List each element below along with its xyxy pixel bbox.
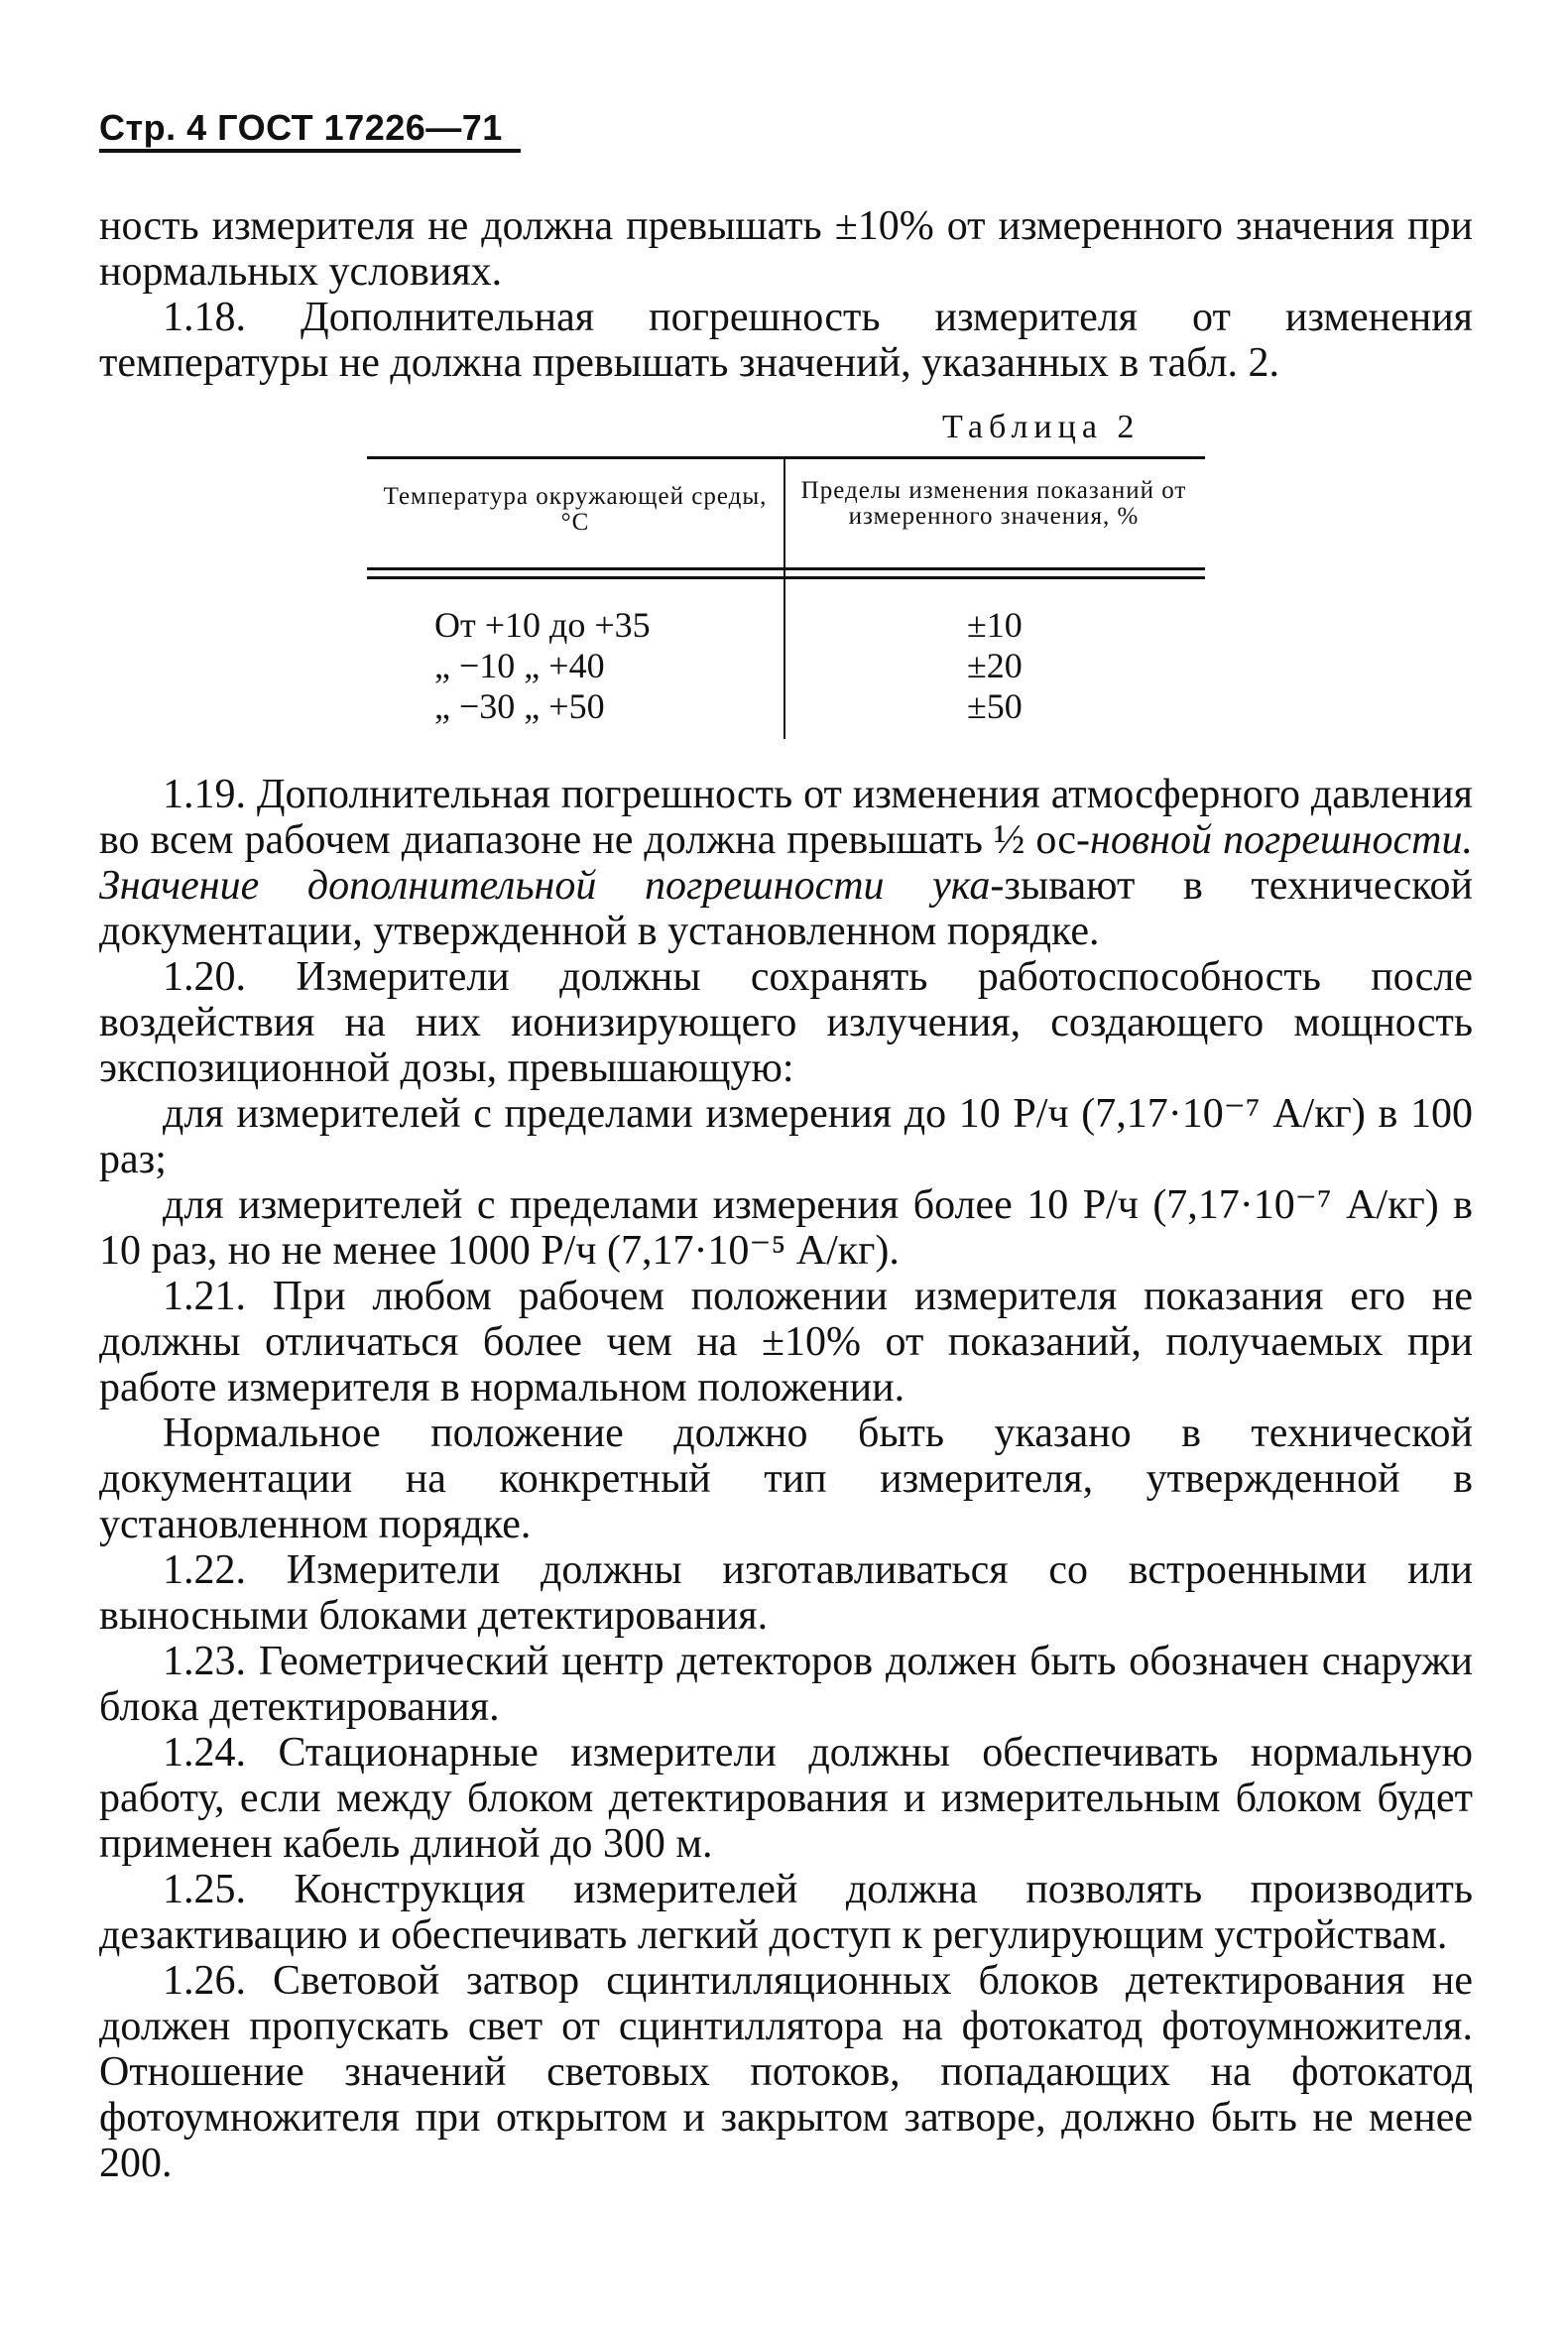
table-column-limits xyxy=(967,605,1066,727)
table-column-divider xyxy=(784,456,785,739)
paragraph-1-19-italic: новной погрешности. Значение дополнительной погрешности ука xyxy=(99,817,1473,909)
table-cell-temp: „ −10 „ +40 xyxy=(434,646,605,685)
intro-paragraph: ность измерителя не должна превышать ±10% от измеренного значения при нормальных условиях. xyxy=(99,203,1473,295)
table-cell-limit: ±10 xyxy=(967,605,1023,645)
paragraph-1-19-part-b: зывают в технической документации, утвержденной в установленном порядке. xyxy=(99,863,1473,954)
text-block-top xyxy=(99,203,1473,386)
header-rule xyxy=(99,149,521,153)
paragraph-1-19: 1.19. Дополнительная погрешность от изменения атмосферного давления во всем рабочем диапазоне не должна превышать ½ ос-новной погрешности. Значение дополнительной погрешности ука-зывают в технической документации, утвержденной в установленном порядке. xyxy=(99,772,1473,954)
table-caption: Таблица 2 xyxy=(942,409,1141,445)
paragraph-1-18: 1.18. Дополнительная погрешность измерителя от изменения температуры не должна превышать значений, указанных в табл. 2. xyxy=(99,295,1473,386)
paragraph-1-20-item-2: для измерителей с пределами измерения более 10 Р/ч (7,17·10⁻⁷ А/кг) в 10 раз, но не менее 1000 Р/ч (7,17·10⁻⁵ А/кг). xyxy=(99,1182,1473,1274)
paragraph-1-21: 1.21. При любом рабочем положении измерителя показания его не должны отличаться более чем на ±10% от показаний, получаемых при работе измерителя в нормальном положении. xyxy=(99,1274,1473,1410)
table-header-limits: Пределы изменения показаний от измеренного значения, % xyxy=(800,477,1187,530)
paragraph-1-24: 1.24. Стационарные измерители должны обеспечивать нормальную работу, если между блоком детектирования и измерительным блоком будет применен кабель длиной до 300 м. xyxy=(99,1730,1473,1867)
text-block-main xyxy=(99,772,1473,2186)
paragraph-1-26: 1.26. Световой затвор сцинтилляционных блоков детектирования не должен пропускать свет от сцинтиллятора на фотокатод фотоумножителя. Отношение значений световых потоков, попадающих на фотокатод фотоумножителя при открытом и закрытом затворе, должно быть не менее 200. xyxy=(99,1958,1473,2186)
table-cell-temp: „ −30 „ +50 xyxy=(434,686,605,726)
paragraph-1-20: 1.20. Измерители должны сохранять работоспособность после воздействия на них ионизирующего излучения, создающего мощность экспозиционной дозы, превышающую: xyxy=(99,954,1473,1091)
table-top-rule xyxy=(367,456,1205,459)
paragraph-1-21-note: Нормальное положение должно быть указано в технической документации на конкретный тип измерителя, утвержденной в установленном порядке. xyxy=(99,1410,1473,1547)
table-header-temperature: Температура окружающей среды, °С xyxy=(383,483,768,536)
paragraph-1-19-part-a: 1.19. Дополнительная погрешность от изменения атмосферного давления во всем рабочем диапазоне не должна превышать ½ ос xyxy=(99,772,1473,863)
paragraph-1-23: 1.23. Геометрический центр детекторов должен быть обозначен снаружи блока детектирования. xyxy=(99,1639,1473,1730)
paragraph-1-20-item-1: для измерителей с пределами измерения до 10 Р/ч (7,17·10⁻⁷ А/кг) в 100 раз; xyxy=(99,1091,1473,1182)
paragraph-1-22: 1.22. Измерители должны изготавливаться со встроенными или выносными блоками детектирования. xyxy=(99,1547,1473,1639)
table-header-rule xyxy=(367,567,1205,570)
table-column-temperature xyxy=(434,605,762,727)
paragraph-1-25: 1.25. Конструкция измерителей должна позволять производить дезактивацию и обеспечивать легкий доступ к регулирующим устройствам. xyxy=(99,1867,1473,1958)
table-2 xyxy=(367,456,1205,739)
table-cell-limit: ±50 xyxy=(967,686,1023,726)
table-cell-temp: От +10 до +35 xyxy=(434,605,651,645)
table-cell-limit: ±20 xyxy=(967,646,1023,685)
page-header: Стр. 4 ГОСТ 17226—71 xyxy=(99,107,503,148)
table-header-rule-double xyxy=(367,576,1205,579)
